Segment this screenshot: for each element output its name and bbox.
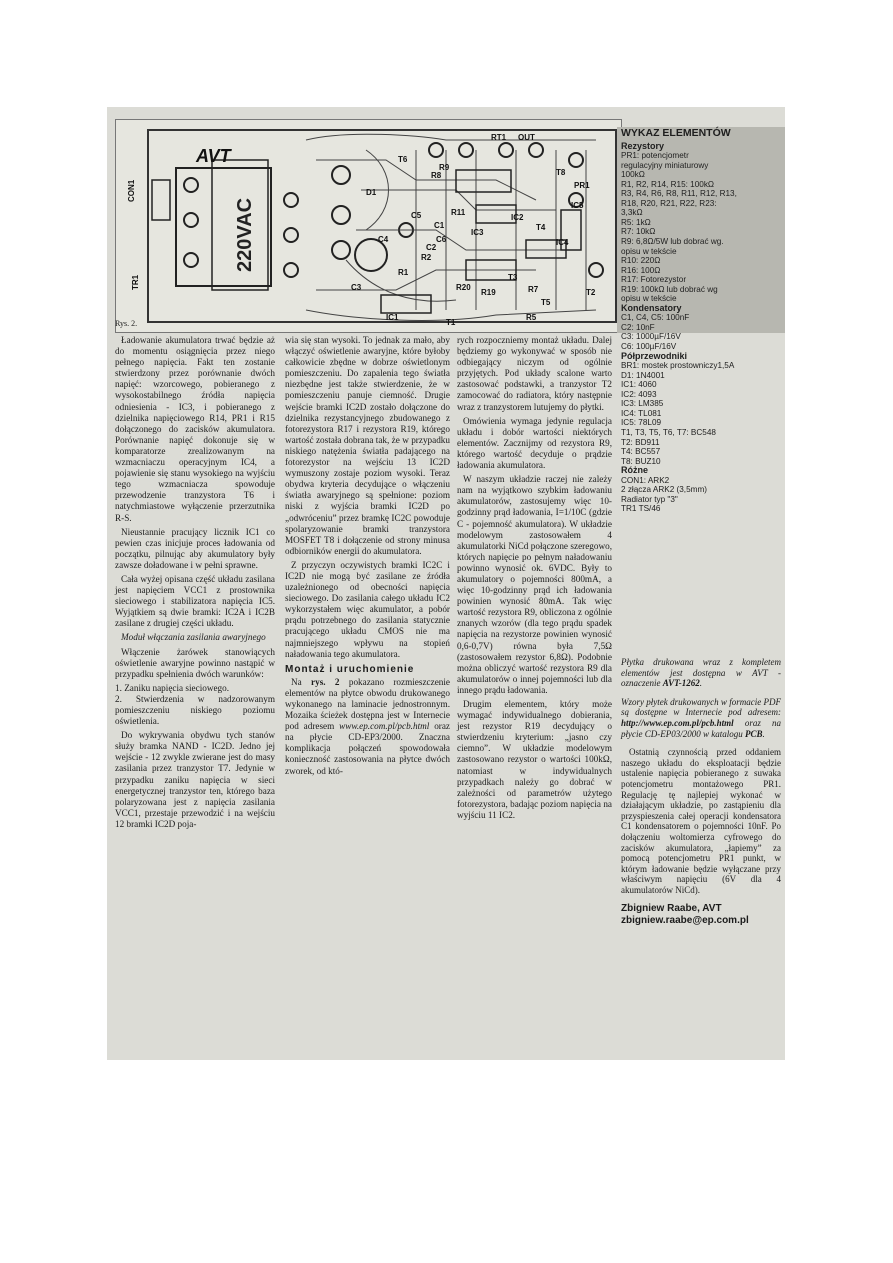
paragraph: wia się stan wysoki. To jednak za mało, aby włączyć oświetlenie awaryjne, które byłoby całkowicie zbędne w dobrze oświetlonym pomieszczeniu. Do zapalenia tego światła niezbędne jest także stwierdzenie, że w pomieszczeniu panuje ciemność. Drugie wejście bramki IC2D zostało dołączone do dzielnika rezystancyjnego zbudowanego z fotorezystora R17 i rezystora R19, którego wartość została dobrana tak, że w przypadku niskiego natężenia światła padającego na fotorezystor na wejściu 13 IC2D wymuszony zostaje poziom wysoki. Teraz obydwa kryteria decydujące o włączeniu światła awaryjnego są spełnione: poziom niski z wyjścia bramki IC2D po „odwróceniu” przez bramkę IC2C powoduje spolaryzowanie bramki tranzystora MOSFET T8 i dołączenie od strony minusa odbiorników energii do akumulatora. bbox=[285, 335, 450, 556]
parts-item: PR1: potencjometr bbox=[621, 151, 689, 161]
paragraph: Do wykrywania obydwu tych stanów służy bramka NAND - IC2D. Jedno jej wejście - 12 zwykle zwierane jest do masy zasilania przez tranzystor T7. Jedynie w przypadku zaniku napięcia w sieci energetycznej tranzystor ten, którego baza polaryzowana jest z napięcia zasilania VCC1, przestaje przewodzić i na wejściu 12 bramki IC2D poja- bbox=[115, 730, 275, 829]
parts-item: C1, C4, C5: 100nF bbox=[621, 313, 690, 323]
parts-item: Radiator typ "3" bbox=[621, 494, 678, 504]
paragraph: W naszym układzie raczej nie zależy nam na wyjątkowo szybkim ładowaniu akumulatorów, zastosujemy więc 10-godzinny prąd ładowania, I=1/10C (gdzie C - pojemność akumulatora). W układzie modelowym zastosowałem 4 akumulatorki NiCd połączone szeregowo, których napięcie po pełnym naładowaniu powinno wynosić ok. 6VDC. Były to akumulatory o pojemności 800mA, a więc 10-godzinny prąd ich ładowania powinien wynosić 80mA. Tak więc wartość rezystora R9, obliczona z ogólnie znanych wzorów (dla tego prądu spadek napięcia na rezystorze powinien wynosić 0,6-0,7V) równa była 7,5Ω (zastosowałem rezystor 6,8Ω). Podobnie można obliczyć wartość rezystora R9 dla akumulatorów o innej pojemności lub dla innego prądu ładowania. bbox=[457, 474, 612, 695]
svg-text:T4: T4 bbox=[536, 223, 546, 232]
svg-text:T3: T3 bbox=[508, 273, 518, 282]
parts-item: R19: 100kΩ lub dobrać wg bbox=[621, 284, 718, 294]
parts-item: R16: 100Ω bbox=[621, 265, 661, 275]
magazine-page bbox=[107, 107, 785, 1060]
paragraph: Drugim elementem, który może wymagać indywidualnego dobierania, jest rezystor R19 decydujący o stwierdzeniu kryterium: „jasno czy ciemno”. W układzie modelowym zastosowano rezystor o wartości 100kΩ, natomiast w indywidualnych przypadkach należy go dobrać w zależności od parametrów użytego fotorezystora, badając poziom napięcia na wyjściu 11 IC2. bbox=[457, 699, 612, 820]
kit-note: Płytka drukowana wraz z kompletem elementów jest dostępna w AVT - oznaczenie AVT-1262. bbox=[621, 657, 781, 689]
parts-item: IC2: 4093 bbox=[621, 389, 657, 399]
svg-text:R11: R11 bbox=[451, 208, 466, 217]
svg-text:IC3: IC3 bbox=[471, 228, 484, 237]
article-column-3 bbox=[457, 335, 612, 824]
svg-text:C2: C2 bbox=[426, 243, 437, 252]
parts-list bbox=[621, 129, 781, 514]
parts-item: 2 złącza ARK2 (3,5mm) bbox=[621, 485, 707, 495]
parts-item: 3,3kΩ bbox=[621, 208, 643, 218]
parts-item: C3: 1000µF/16V bbox=[621, 332, 681, 342]
pcb-layout-figure bbox=[115, 119, 622, 333]
article-column-2 bbox=[285, 335, 450, 780]
parts-item: R7: 10kΩ bbox=[621, 227, 656, 237]
paragraph: rych rozpoczniemy montaż układu. Dalej będziemy go wykonywać w sposób nie odbiegający niczym od ogólnie przyjętych. Pod układy scalone warto zastosować podstawki, a tranzystor T2 zamocować do radiatora, który następnie wraz z tranzystorem lutujemy do płytki. bbox=[457, 335, 612, 412]
svg-text:C5: C5 bbox=[411, 211, 422, 220]
svg-text:CON1: CON1 bbox=[127, 179, 136, 202]
parts-section-title: Różne bbox=[621, 465, 648, 476]
svg-text:T1: T1 bbox=[446, 318, 456, 327]
pcb-logo: AVT bbox=[196, 146, 231, 166]
parts-item: R5: 1kΩ bbox=[621, 217, 651, 227]
parts-item: T4: BC557 bbox=[621, 447, 661, 457]
svg-text:PR1: PR1 bbox=[574, 181, 590, 190]
parts-item: R17: Fotorezystor bbox=[621, 275, 687, 285]
author-email: zbigniew.raabe@ep.com.pl bbox=[621, 915, 749, 927]
svg-text:R19: R19 bbox=[481, 288, 496, 297]
side-notes bbox=[621, 657, 781, 927]
svg-text:R9: R9 bbox=[439, 163, 450, 172]
parts-item: IC5: 78L09 bbox=[621, 418, 662, 428]
subheading: Moduł włączania zasilania awaryjnego bbox=[121, 632, 266, 643]
list-item: 1. Zaniku napięcia sieciowego. bbox=[115, 682, 230, 693]
parts-section-title: Półprzewodniki bbox=[621, 350, 688, 361]
parts-item: C6: 100µF/16V bbox=[621, 342, 677, 352]
author-name: Zbigniew Raabe, AVT bbox=[621, 903, 722, 915]
parts-item: regulacyjny miniaturowy bbox=[621, 160, 709, 170]
paragraph: Omówienia wymaga jedynie regulacja układu i dobór wartości niektórych elementów. Zacznijmy od rezystora R9, którego wartość decyduje o prądzie ładowania akumulatora. bbox=[457, 415, 612, 471]
svg-text:RT1: RT1 bbox=[491, 133, 507, 142]
parts-list-title: WYKAZ ELEMENTÓW bbox=[621, 127, 731, 139]
svg-text:C6: C6 bbox=[436, 235, 447, 244]
parts-item: D1: 1N4001 bbox=[621, 370, 665, 380]
svg-text:T2: T2 bbox=[586, 288, 596, 297]
parts-item: opisu w tekście bbox=[621, 246, 677, 256]
svg-text:R1: R1 bbox=[398, 268, 409, 277]
parts-item: R10: 220Ω bbox=[621, 256, 661, 266]
pcb-mains-label: 220VAC bbox=[234, 197, 256, 272]
pdf-note: Wzory płytek drukowanych w formacie PDF są dostępne w Internecie pod adresem: http://www.ep.com.pl/pcb.html oraz na płycie CD-EP03/2000 w katalogu PCB. bbox=[621, 696, 781, 739]
parts-item: T8: BUZ10 bbox=[621, 456, 661, 466]
parts-item: BR1: mostek prostowniczy1,5A bbox=[621, 361, 735, 371]
svg-text:D1: D1 bbox=[366, 188, 377, 197]
svg-text:R5: R5 bbox=[526, 313, 537, 322]
parts-item: IC4: TL081 bbox=[621, 408, 662, 418]
svg-text:IC4: IC4 bbox=[556, 238, 569, 247]
list-item: 2. Stwierdzenia w nadzorowanym pomieszczeniu niskiego poziomu oświetlenia. bbox=[115, 693, 275, 727]
parts-item: R18, R20, R21, R22, R23: bbox=[621, 198, 717, 208]
svg-text:R8: R8 bbox=[431, 171, 442, 180]
svg-text:T5: T5 bbox=[541, 298, 551, 307]
paragraph: Z przyczyn oczywistych bramki IC2C i IC2D nie mogą być zasilane ze źródła uzależnionego od obecności napięcia sieciowego. Do zasilania całego układu IC2 wykorzystałem więc akumulator, a pobór prądu potrzebnego do zasilania statycznie pracującego układu CMOS nie ma najmniejszego wpływu na stopień naładowania tego akumulatora. bbox=[285, 559, 450, 659]
parts-item: TR1 TS/46 bbox=[621, 504, 661, 514]
parts-section-title: Kondensatory bbox=[621, 302, 682, 313]
parts-item: 100kΩ bbox=[621, 170, 645, 180]
parts-item: IC3: LM385 bbox=[621, 399, 664, 409]
svg-text:R2: R2 bbox=[421, 253, 432, 262]
paragraph: Nieustannie pracujący licznik IC1 co pewien czas inicjuje proces ładowania od początku, pilnując aby akumulatory były zawsze doładowane i w pełni sprawne. bbox=[115, 526, 275, 570]
paragraph: Ostatnią czynnością przed oddaniem naszego układu do eksploatacji będzie ustalenie napięcia pobieranego z suwaka potencjometru montażowego PR1. Regulację tę najlepiej wykonać w działającym układzie, po zastąpieniu dla przyspieszenia całej operacji kondensatora C1 kondensatorem o pojemności 10nF. Po dołączeniu woltomierza cyfrowego do zacisków akumulatora, „łapiemy” za pomocą potencjometru PR1 punkt, w którym ładowanie będzie wyłączane przy właściwym napięciu (6V dla 4 akumulatorów NiCd). bbox=[621, 747, 781, 895]
paragraph: Włączenie żarówek stanowiących oświetlenie awaryjne powinno nastąpić w przypadku spełnienia dwóch warunków: bbox=[115, 646, 275, 679]
svg-text:IC5: IC5 bbox=[571, 201, 584, 210]
pcb-url: www.ep.com.pl/pcb.html bbox=[339, 721, 430, 732]
paragraph: Cała wyżej opisana część układu zasilana jest napięciem VCC1 z prostownika sieciowego i stabilizatora napięcia IC5. Wyjątkiem są dwie bramki: IC2A i IC2B zasilane z drugiej części układu. bbox=[115, 573, 275, 629]
svg-text:T6: T6 bbox=[398, 155, 408, 164]
svg-text:C3: C3 bbox=[351, 283, 362, 292]
svg-text:C1: C1 bbox=[434, 221, 445, 230]
svg-text:IC1: IC1 bbox=[386, 313, 399, 322]
svg-text:R7: R7 bbox=[528, 285, 539, 294]
article-column-1 bbox=[115, 335, 275, 833]
parts-item: IC1: 4060 bbox=[621, 380, 657, 390]
section-heading: Montaż i uruchomienie bbox=[285, 663, 415, 675]
paragraph: Ładowanie akumulatora trwać będzie aż do momentu osiągnięcia przez niego pełnego napięcia. Fakt ten zostanie stwierdzony przez porównanie dwóch napięć: wzorcowego, pobieranego z wysokostabilnego źródła napięcia odniesienia - IC3, i pobieranego z dzielnika napięciowego R14, PR1 i R15 dołączonego do zacisków akumulatora. Porównanie napięć dokonuje się w komparatorze zrealizowanym na wzmacniaczu operacyjnym IC4, a pojawienie się stanu wysokiego na wyjściu tego wzmacniacza spowoduje przewodzenie tranzystora T6 i natychmiastowe wyłączenie przerzutnika R-S. bbox=[115, 335, 275, 523]
parts-item: R1, R2, R14, R15: 100kΩ bbox=[621, 179, 715, 189]
pcb-drawing bbox=[116, 120, 621, 332]
svg-text:OUT: OUT bbox=[518, 133, 535, 142]
parts-item: R3, R4, R6, R8, R11, R12, R13, bbox=[621, 189, 737, 199]
svg-text:C4: C4 bbox=[378, 235, 389, 244]
parts-item: R9: 6,8Ω/5W lub dobrać wg. bbox=[621, 237, 724, 247]
parts-item: CON1: ARK2 bbox=[621, 475, 670, 485]
paragraph: Na rys. 2 pokazano rozmieszczenie elementów na płytce obwodu drukowanego wykonanego na laminacie jednostronnym. Mozaika ścieżek dostępna jest w Internecie pod adresem www.ep.com.pl/pcb.html oraz na płycie CD-EP3/2000. Znaczna komplikacja połączeń spowodowała konieczność zastosowania na płytce dwóch zworek, od któ- bbox=[285, 676, 450, 776]
parts-section-title: Rezystory bbox=[621, 140, 665, 151]
svg-text:TR1: TR1 bbox=[131, 274, 140, 290]
svg-text:R20: R20 bbox=[456, 283, 471, 292]
parts-item: opisu w tekście bbox=[621, 294, 677, 304]
figure-caption: Rys. 2. bbox=[115, 319, 138, 328]
parts-item: T1, T3, T5, T6, T7: BC548 bbox=[621, 427, 716, 437]
svg-text:T8: T8 bbox=[556, 168, 566, 177]
parts-item: C2: 10nF bbox=[621, 322, 655, 332]
svg-text:IC2: IC2 bbox=[511, 213, 524, 222]
parts-item: T2: BD911 bbox=[621, 437, 660, 447]
